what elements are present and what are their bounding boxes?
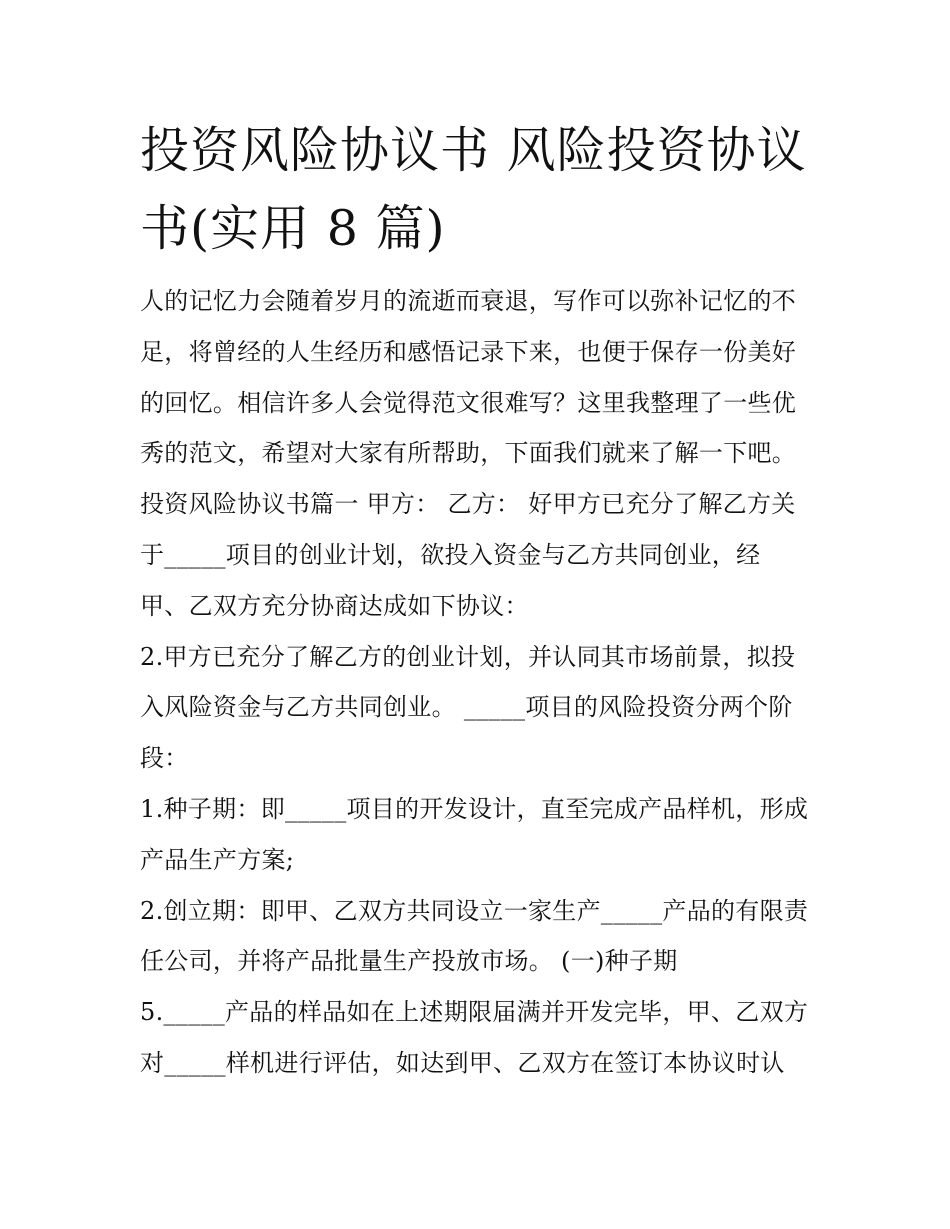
body-line: 1.种子期：即_____项目的开发设计，直至完成产品样机，形成 bbox=[140, 794, 809, 823]
body-line: 于_____项目的创业计划，欲投入资金与乙方共同创业，经 bbox=[140, 540, 761, 569]
body-line: 2.甲方已充分了解乙方的创业计划，并认同其市场前景，拟投 bbox=[140, 642, 796, 671]
body-line: 足，将曾经的人生经历和感悟记录下来，也便于保存一份美好 bbox=[140, 337, 797, 366]
body-line: 投资风险协议书篇一 甲方： 乙方： 好甲方已充分了解乙方关 bbox=[140, 490, 796, 519]
body-line: 产品生产方案; bbox=[140, 845, 295, 874]
body-line: 甲、乙双方充分协商达成如下协议： bbox=[140, 591, 529, 620]
title-line-2: 书(实用 8 篇) bbox=[140, 200, 446, 257]
document-body bbox=[140, 276, 830, 1089]
title-line-1: 投资风险协议书 风险投资协议 bbox=[140, 122, 807, 179]
body-line: 段： bbox=[140, 744, 189, 773]
body-line: 5._____产品的样品如在上述期限届满并开发完毕，甲、乙双方 bbox=[140, 998, 809, 1027]
document-title bbox=[140, 112, 820, 268]
body-line: 秀的范文，希望对大家有所帮助，下面我们就来了解一下吧。 bbox=[140, 439, 797, 468]
body-line: 对_____样机进行评估，如达到甲、乙双方在签订本协议时认 bbox=[140, 1048, 785, 1077]
body-line: 入风险资金与乙方共同创业。 _____项目的风险投资分两个阶 bbox=[140, 693, 793, 722]
body-line: 任公司，并将产品批量生产投放市场。 (一)种子期 bbox=[140, 947, 678, 976]
body-line: 2.创立期：即甲、乙双方共同设立一家生产_____产品的有限责 bbox=[140, 896, 809, 925]
body-line: 人的记忆力会随着岁月的流逝而衰退，写作可以弥补记忆的不 bbox=[140, 287, 797, 315]
body-line: 的回忆。相信许多人会觉得范文很难写？这里我整理了一些优 bbox=[140, 388, 797, 417]
